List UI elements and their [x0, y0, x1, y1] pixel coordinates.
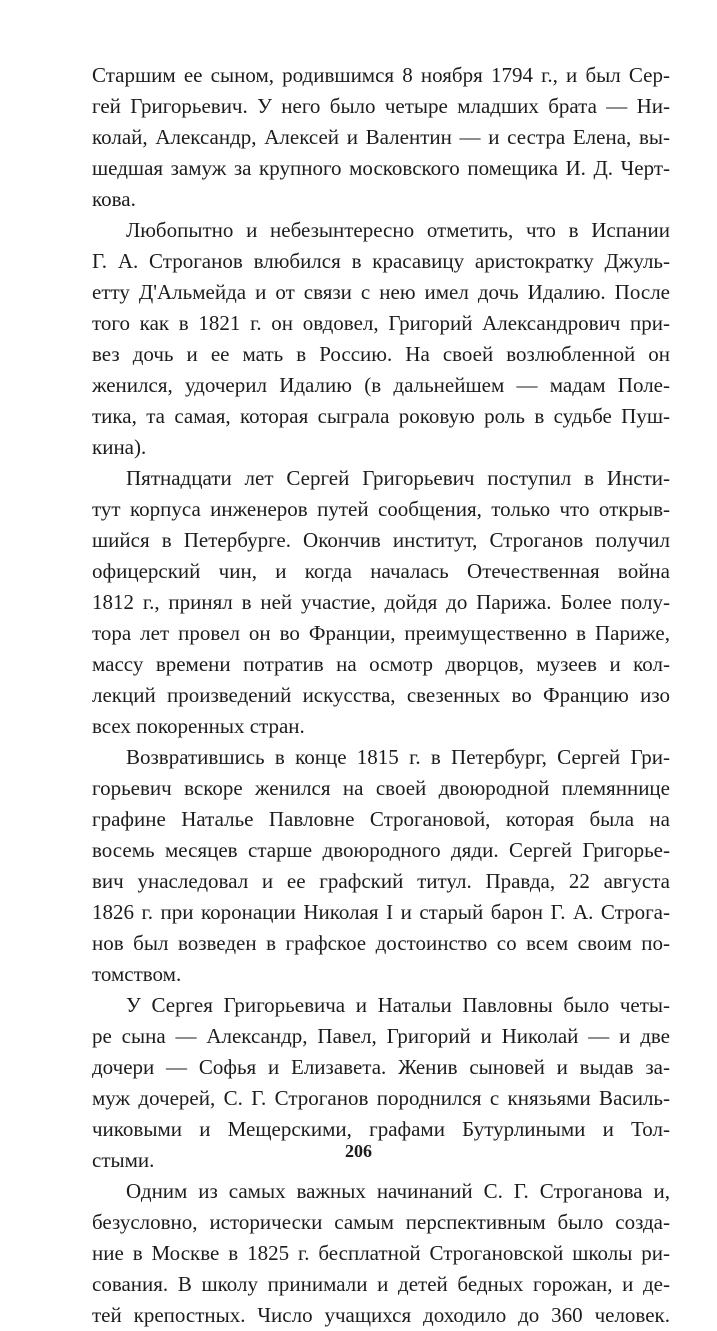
text-line: Старшим ее сыном, родившимся 8 ноября 1794 г., и был Сер-: [92, 63, 670, 87]
text-line: ре сына — Александр, Павел, Григорий и Николай — и две: [92, 1024, 670, 1048]
text-line: Одним из самых важных начинаний С. Г. Строганова и,: [126, 1179, 670, 1203]
text-line: томством.: [92, 962, 182, 986]
text-line: лекций произведений искусства, свезенных во Францию изо: [92, 683, 670, 707]
text-line: всех покоренных стран.: [92, 714, 305, 738]
text-line: дочери — Софья и Елизавета. Женив сыновей и выдав за-: [92, 1055, 670, 1079]
paragraph: [92, 463, 670, 742]
text-line: колай, Александр, Алексей и Валентин — и сестра Елена, вы-: [92, 125, 670, 149]
text-line: кова.: [92, 187, 136, 211]
text-line: тора лет провел он во Франции, преимущественно в Париже,: [92, 621, 670, 645]
text-line: шедшая замуж за крупного московского помещика И. Д. Черт-: [92, 156, 670, 180]
text-line: восемь месяцев старше двоюродного дяди. Сергей Григорье-: [92, 838, 670, 862]
text-line: массу времени потратив на осмотр дворцов, музеев и кол-: [92, 652, 670, 676]
text-line: чиковыми и Мещерскими, графами Бутурлиными и Тол-: [92, 1117, 670, 1141]
text-line: Возвратившись в конце 1815 г. в Петербург, Сергей Гри-: [126, 745, 670, 769]
text-line: ние в Москве в 1825 г. бесплатной Строгановской школы ри-: [92, 1241, 670, 1265]
text-line: сования. В школу принимали и детей бедных горожан, и де-: [92, 1272, 670, 1296]
text-line: гей Григорьевич. У него было четыре младших брата — Ни-: [92, 94, 670, 118]
text-line: вез дочь и ее мать в Россию. На своей возлюбленной он: [92, 342, 670, 366]
paragraph: [92, 60, 670, 215]
text-line: шийся в Петербурге. Окончив институт, Строганов получил: [92, 528, 670, 552]
text-line: 1812 г., принял в ней участие, дойдя до Парижа. Более полу-: [92, 590, 670, 614]
paragraph: [92, 215, 670, 463]
text-line: тей крепостных. Число учащихся доходило до 360 человек.: [92, 1303, 670, 1327]
text-line: етту Д'Альмейда и от связи с нею имел дочь Идалию. После: [92, 280, 670, 304]
page-number: 206: [345, 1141, 372, 1161]
text-line: Пятнадцати лет Сергей Григорьевич поступил в Инсти-: [126, 466, 670, 490]
text-line: 1826 г. при коронации Николая I и старый барон Г. А. Строга-: [92, 900, 670, 924]
paragraph: [92, 1176, 670, 1331]
text-line: офицерский чин, и когда началась Отечественная война: [92, 559, 670, 583]
text-line: Любопытно и небезынтересно отметить, что в Испании: [126, 218, 670, 242]
text-line: муж дочерей, С. Г. Строганов породнился с князьями Василь-: [92, 1086, 670, 1110]
text-line: безусловно, исторически самым перспективным было созда-: [92, 1210, 670, 1234]
text-line: стыми.: [92, 1148, 155, 1172]
text-line: горьевич вскоре женился на своей двоюродной племяннице: [92, 776, 670, 800]
text-line: тут корпуса инженеров путей сообщения, только что открыв-: [92, 497, 670, 521]
text-line: того как в 1821 г. он овдовел, Григорий Александрович при-: [92, 311, 670, 335]
text-line: графине Наталье Павловне Строгановой, которая была на: [92, 807, 670, 831]
text-line: женился, удочерил Идалию (в дальнейшем — мадам Поле-: [92, 373, 670, 397]
text-line: вич унаследовал и ее графский титул. Правда, 22 августа: [92, 869, 670, 893]
text-line: нов был возведен в графское достоинство со всем своим по-: [92, 931, 670, 955]
text-line: тика, та самая, которая сыграла роковую роль в судьбе Пуш-: [92, 404, 670, 428]
text-line: Г. А. Строганов влюбился в красавицу аристократку Джуль-: [92, 249, 670, 273]
text-line: У Сергея Григорьевича и Натальи Павловны было четы-: [126, 993, 670, 1017]
paragraph: [92, 742, 670, 990]
text-line: кина).: [92, 435, 147, 459]
